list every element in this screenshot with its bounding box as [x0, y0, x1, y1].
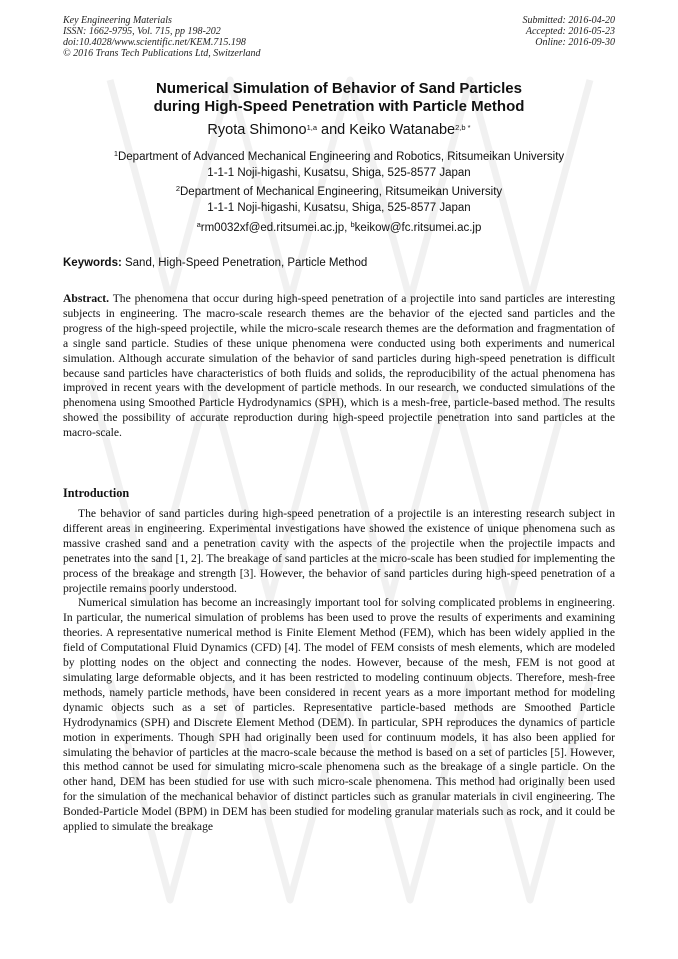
issn-line: ISSN: 1662-9795, Vol. 715, pp 198-202 [63, 26, 221, 37]
affiliation-2-department: Department of Mechanical Engineering, Ritsumeikan University [180, 186, 503, 198]
affiliation-2 [0, 184, 678, 216]
author-conjunction: and [317, 122, 350, 138]
abstract-label: Abstract. [63, 292, 110, 305]
title-line-1: Numerical Simulation of Behavior of Sand Particles [156, 80, 522, 97]
submission-dates [523, 15, 616, 48]
keywords [63, 256, 615, 271]
introduction-paragraph-1: The behavior of sand particles during high-speed penetration of a projectile is an interesting research subject in different areas in engineering. Experimental investigations have showed the existence of unique phenomena such as massive crashed sand and a penetration cavity with the aspects of the projectile when the projectile impacts and penetrates into the sand [1, 2]. The breakage of sand particles at the micro-scale has been studied for implementing the process of the breakage and strength [3]. However, the behavior of sand particles during high-speed penetration of a projectile remains poorly understood. [63, 507, 615, 595]
abstract-text: The phenomena that occur during high-speed penetration of a projectile into sand particles are interesting subjects in engineering. The macro-scale research themes are the behavior of the ejected sand particles and the progress of the high-speed projectile, while the micro-scale research themes are the deformation and fragmentation of a single sand particle. Studies of these unique phenomena were conducted using both experiments and numerical simulation. Although accurate simulation of the behavior of sand particles during high-speed penetration is difficult because sand particles have characteristics of both fluids and solids, the reproducibility of the actual phenomena has improved in recent years with the development of particle methods. In our research, we conducted simulations of the phenomena using Smoothed Particle Hydrodynamics (SPH), which is a mesh-free, particle-based method. The results showed the possibility of accurate reproduction during high-speed projectile penetration into sand particles at the macro-scale. [63, 292, 615, 440]
copyright-line: © 2016 Trans Tech Publications Ltd, Switzerland [63, 48, 261, 59]
affiliation-2-mark: 2 [175, 184, 180, 193]
author-1: Ryota Shimono [207, 122, 307, 138]
affiliation-2-address: 1-1-1 Noji-higashi, Kusatsu, Shiga, 525-8577 Japan [207, 202, 471, 214]
email-b-mark: b [350, 220, 355, 229]
email-a-mark: a [196, 220, 201, 229]
author-2: Keiko Watanabe [349, 122, 456, 138]
introduction-body [63, 507, 615, 835]
email-b: keikow@fc.ritsumei.ac.jp [354, 222, 482, 234]
journal-name: Key Engineering Materials [63, 15, 172, 26]
submitted-date: Submitted: 2016-04-20 [522, 15, 615, 26]
affiliation-1-department: Department of Advanced Mechanical Engineering and Robotics, Ritsumeikan University [117, 151, 565, 163]
affiliation-1-mark: 1 [113, 149, 118, 158]
author-1-affiliation-mark: 1,a [306, 123, 317, 132]
author-emails [0, 220, 678, 236]
publication-info [63, 15, 261, 59]
affiliation-1 [0, 149, 678, 181]
doi-line: doi:10.4028/www.scientific.net/KEM.715.198 [63, 37, 246, 48]
introduction-heading: Introduction [63, 486, 130, 500]
accepted-date: Accepted: 2016-05-23 [525, 26, 615, 37]
online-date: Online: 2016-09-30 [535, 37, 615, 48]
affiliation-1-address: 1-1-1 Noji-higashi, Kusatsu, Shiga, 525-8577 Japan [207, 167, 471, 179]
paper-title [0, 80, 678, 116]
author-list [0, 121, 678, 139]
email-a: rm0032xf@ed.ritsumei.ac.jp, [200, 222, 351, 234]
abstract [63, 292, 615, 441]
author-2-affiliation-mark: 2,b * [455, 123, 471, 132]
introduction-paragraph-2: Numerical simulation has become an increasingly important tool for solving complicated problems in engineering. In particular, the numerical simulation of problems has been used to prove the results of experiments and examining theories. A representative numerical method is Finite Element Method (FEM), which has been widely applied in the field of Computational Fluid Dynamics (CFD) [4]. The model of FEM consists of mesh elements, which are modeled by plotting nodes on the object and connecting the nodes. However, because of the mesh, FEM is not good at simulating large deformable objects, and it has been restricted to modeling continuum objects. Therefore, mesh-free methods, namely particle methods, have been considered in recent years as a more important method for modeling dynamic objects such as a set of particles. Representative particle-based methods are Smoothed Particle Hydrodynamics (SPH) and Discrete Element Method (DEM). In particular, SPH reproduces the dynamics of particle motion in experiments. Though SPH had originally been used for continuum models, it has also been applied for simulating the behavior of particles at the macro-scale because the method is based on a set of particles [5]. However, this method cannot be used for simulating micro-scale phenomena such as the breakage of a single particle. On the other hand, DEM has been studied for use with such micro-scale phenomena. This method had originally been used for the simulation of the mechanical behavior of distinct particles such as granular materials in civil engineering. The Bonded-Particle Model (BPM) in DEM has been studied for modeling granular materials such as rock, and it could be applied to simulate the breakage [63, 596, 615, 834]
title-line-2: during High-Speed Penetration with Particle Method [153, 98, 525, 115]
keywords-text: Sand, High-Speed Penetration, Particle Method [121, 257, 368, 269]
keywords-label: Keywords: [63, 257, 122, 269]
